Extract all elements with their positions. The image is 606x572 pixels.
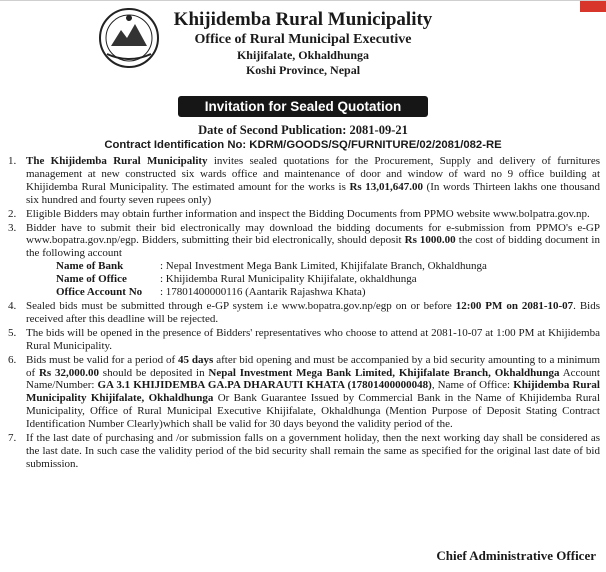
signature: Chief Administrative Officer bbox=[436, 548, 596, 563]
list-item: 1. The Khijidemba Rural Municipality invites sealed quotations for the Procurement, Supply and delivery of furnitures management at new constructed six wards office and maintenance of door and window of ward no 9 office building at Khijidemba Rural Municipality. The estimated amount for the works is Rs 13,01,647.00 (In words Thirteen lakhs one thousand six hundred and fourty seven rupees only) bbox=[8, 155, 600, 206]
contract-identification: Contract Identification No: KDRM/GOODS/SQ/FURNITURE/02/2081/082-RE bbox=[104, 139, 502, 151]
office-name: Office of Rural Municipal Executive bbox=[194, 32, 412, 47]
list-item: 7. If the last date of purchasing and /or submission falls on a government holiday, then the next working day shall be considered as the last date. In such case the validity period of the bid security shall remain the same as specified for the original last date of bid submission. bbox=[8, 432, 600, 470]
list-item: 2. Eligible Bidders may obtain further information and inspect the Bidding Documents from PPMO website www.bolpatra.gov.np. bbox=[8, 207, 590, 220]
list-item: 6. Bids must be valid for a period of 45 days after bid opening and must be accompanied by a bid security amounting to a minimum of Rs 32,000.00 should be deposited in Nepal Investment Mega Bank Limited, Khijifalate Branch, Okhaldhunga Account Name/Number: GA 3.1 KHIJIDEMBA GA.PA DHARAUTI KHATA (17801400000048), Name of Office: Khijidemba Rural Municipality Khijifalate, Okhaldhunga Or Bank Guarantee Issued by Commercial Bank in the Name of Khijidemba Rural Municipality, Office of Rural Municipal Executive Khijifalate, Okhaldhunga (Mention Purpose of Deposit Stating Contract Identification Number Clearly)which shall be valid for 30 days beyond the validity period of the. bbox=[8, 353, 601, 431]
header bbox=[0, 9, 606, 78]
account-detail-row: Office Account No : 17801400000116 (Aantarik Rajashwa Khata) bbox=[56, 286, 366, 299]
bank-detail-row: Name of Bank : Nepal Investment Mega Bank Limited, Khijifalate Branch, Okhaldhunga bbox=[56, 260, 487, 273]
notice-items bbox=[8, 155, 600, 472]
list-item: 3. Bidder have to submit their bid electronically may download the bidding documents for e-submission from PPMO's e-GP www.bopatra.gov.np/egp. Bidders, submitting their bid electronically, should deposit Rs 1000.00 the cost of bidding document in the following account Name of Bank : Nepal Investment Mega Bank Limited, Khijifalate Branch, Okhaldhunga Name of Office : Khijidemba Rural Municipality Khijifalate, okhaldhunga Office Account No : 17801400000116 (Aantarik Rajashwa Khata) bbox=[8, 221, 600, 299]
office-detail-row: Name of Office : Khijidemba Rural Municipality Khijifalate, okhaldhunga bbox=[56, 273, 417, 286]
notice-title-banner: Invitation for Sealed Quotation bbox=[178, 96, 428, 117]
org-name: Khijidemba Rural Municipality bbox=[173, 9, 433, 30]
province: Koshi Province, Nepal bbox=[245, 63, 361, 77]
list-item: 4. Sealed bids must be submitted through e-GP system i.e www.bopatra.gov.np/egp on or before 12:00 PM on 2081-10-07. Bids received after this deadline will be rejected. bbox=[8, 299, 601, 325]
publication-date: Date of Second Publication: 2081-09-21 bbox=[198, 123, 408, 137]
list-item: 5. The bids will be opened in the presence of Bidders' representatives who choose to attend at 2081-10-07 at 1:00 PM at Khijidemba Rural Municipality. bbox=[8, 326, 600, 352]
office-location: Khijifalate, Okhaldhunga bbox=[236, 48, 370, 62]
